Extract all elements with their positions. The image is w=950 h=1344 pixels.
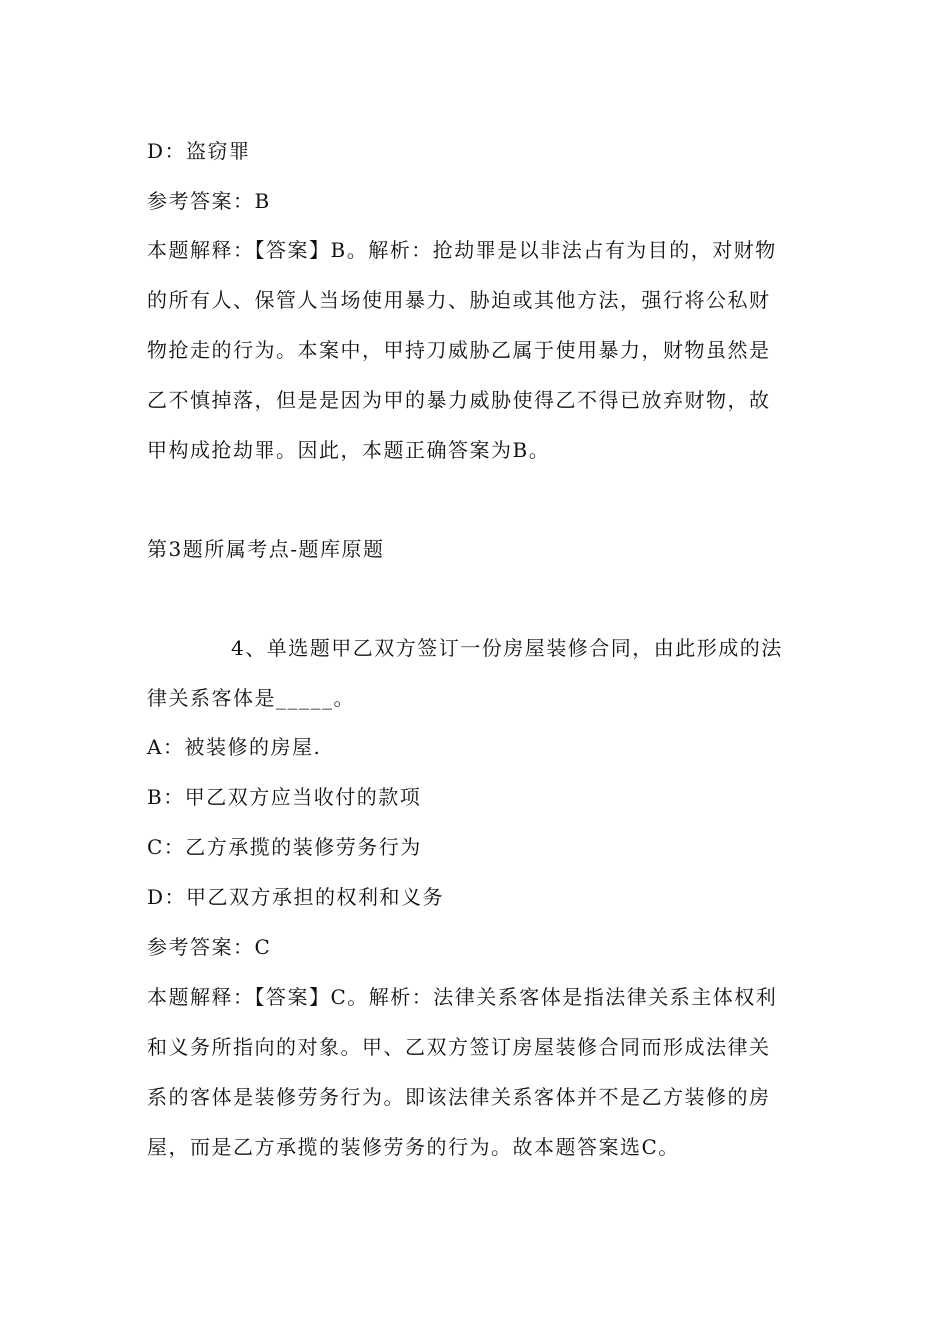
q4-answer: 参考答案：C bbox=[147, 935, 272, 959]
q3-answer: 参考答案：B bbox=[147, 189, 271, 213]
q4-explanation-line: 和义务所指向的对象。甲、乙双方签订房屋装修合同而形成法律关 bbox=[147, 1035, 771, 1059]
q3-option-d: D：盗窃罪 bbox=[147, 139, 251, 163]
q4-stem-line: 律关系客体是_____。 bbox=[147, 686, 355, 710]
q4-explanation bbox=[147, 972, 807, 1172]
q4-explanation-line: 屋，而是乙方承揽的装修劳务的行为。故本题答案选C。 bbox=[147, 1135, 680, 1159]
q4-explanation-line: 系的客体是装修劳务行为。即该法律关系客体并不是乙方装修的房 bbox=[147, 1085, 771, 1109]
q4-option-d: D：甲乙双方承担的权利和义务 bbox=[147, 885, 445, 909]
q3-explanation-line: 甲构成抢劫罪。因此，本题正确答案为B。 bbox=[147, 438, 551, 462]
q4-option-b: B：甲乙双方应当收付的款项 bbox=[147, 785, 422, 809]
q3-explanation-line: 的所有人、保管人当场使用暴力、胁迫或其他方法，强行将公私财 bbox=[147, 288, 771, 312]
q4-option-c: C：乙方承揽的装修劳务行为 bbox=[147, 835, 422, 859]
q4-option-a: A：被装修的房屋. bbox=[147, 735, 322, 759]
q3-explanation-line: 物抢走的行为。本案中，甲持刀威胁乙属于使用暴力，财物虽然是 bbox=[147, 338, 771, 362]
q4-explanation-line: 本题解释：【答案】C。解析：法律关系客体是指法律关系主体权利 bbox=[147, 985, 778, 1009]
q4-stem bbox=[147, 623, 807, 723]
q3-explanation-line: 乙不慎掉落，但是是因为甲的暴力威胁使得乙不得已放弃财物，故 bbox=[147, 388, 771, 412]
q4-stem-line: 4、单选题甲乙双方签订一份房屋装修合同，由此形成的法 bbox=[231, 636, 783, 660]
q3-topic: 第3题所属考点-题库原题 bbox=[147, 537, 385, 561]
q3-explanation bbox=[147, 225, 807, 475]
q3-explanation-line: 本题解释：【答案】B。解析：抢劫罪是以非法占有为目的，对财物 bbox=[147, 238, 777, 262]
